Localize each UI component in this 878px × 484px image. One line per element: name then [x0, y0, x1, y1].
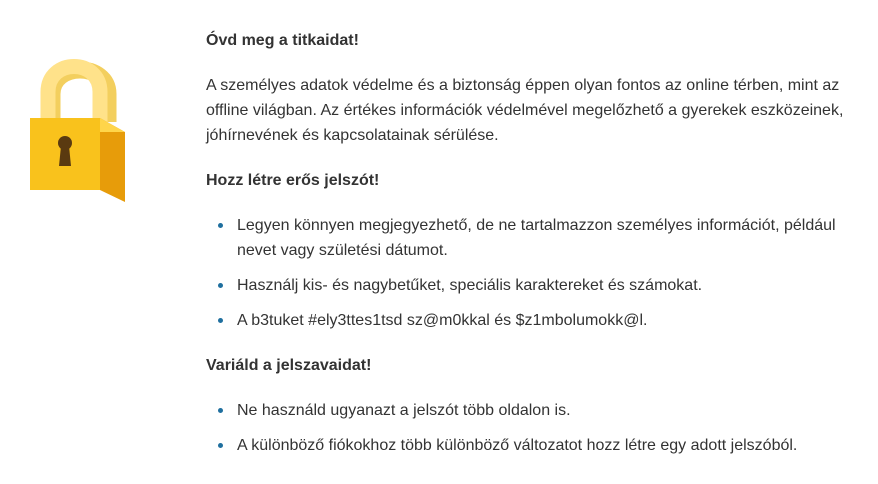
list-item-text: Ne használd ugyanazt a jelszót több oldalon is. [237, 402, 571, 419]
list-item [206, 308, 866, 333]
bullet-icon [218, 223, 223, 228]
main-content [206, 28, 866, 458]
strong-password-list [206, 213, 866, 333]
bullet-icon [218, 283, 223, 288]
list-item-text: Használj kis- és nagybetűket, speciális karaktereket és számokat. [237, 277, 703, 294]
list-item-text: Legyen könnyen megjegyezhető, de ne tartalmazzon személyes információt, például nevet vagy születési dátumot. [237, 217, 836, 259]
list-item-text: A különböző fiókokhoz több különböző változatot hozz létre egy adott jelszóból. [237, 437, 798, 454]
list-item [206, 433, 866, 458]
bullet-icon [218, 318, 223, 323]
list-item [206, 398, 866, 423]
vary-password-list [206, 398, 866, 458]
intro-paragraph: A személyes adatok védelme és a biztonság éppen olyan fontos az online térben, mint az offline világban. Az értékes információk védelmével megelőzhető a gyerekek eszközeinek, jóhírnevének és kapcsolatainak sérülése. [206, 77, 844, 144]
section-title-strong-password: Hozz létre erős jelszót! [206, 172, 380, 189]
bullet-icon [218, 408, 223, 413]
padlock-icon [30, 50, 130, 205]
section-title-protect-secrets: Óvd meg a titkaidat! [206, 32, 359, 49]
list-item [206, 213, 866, 263]
bullet-icon [218, 443, 223, 448]
list-item-text: A b3tuket #ely3ttes1tsd sz@m0kkal és $z1mbolumokk@l. [237, 312, 648, 329]
list-item [206, 273, 866, 298]
section-title-vary-passwords: Variáld a jelszavaidat! [206, 357, 372, 374]
